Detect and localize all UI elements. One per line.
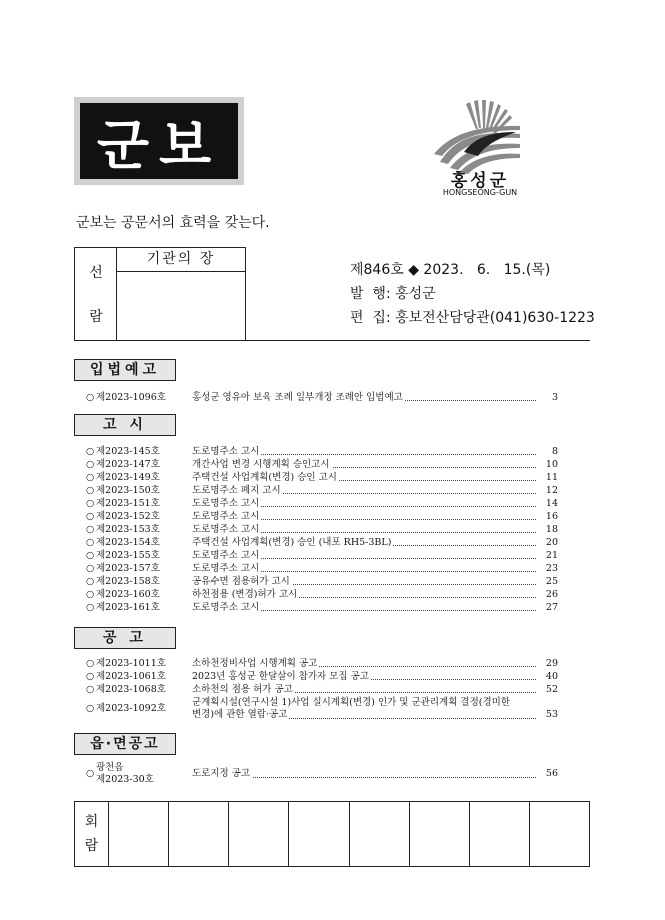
toc-row[interactable]: [86, 471, 558, 484]
entry-title: 하천점용 (변경)허가 고시: [192, 589, 298, 600]
toc-row[interactable]: [86, 588, 558, 601]
notice-number: 제2023-154호: [96, 537, 160, 548]
circulation-label: [75, 248, 117, 340]
masthead: [74, 97, 244, 185]
notice-number: 제2023-161호: [96, 602, 160, 613]
notice-number: 제2023-1096호: [96, 392, 166, 403]
bullet: ○: [86, 498, 95, 509]
legal-notice: 군보는 공문서의 효력을 갖는다.: [76, 215, 270, 231]
page-number: 40: [545, 671, 558, 682]
masthead-title: 군보: [80, 103, 238, 179]
page-number: 25: [545, 576, 558, 587]
entry-title: 도로명주소 고시: [192, 524, 260, 535]
entry-title: 도로명주소 고시: [192, 602, 260, 613]
review-label-top: 회: [84, 814, 99, 830]
toc-row[interactable]: [86, 536, 558, 549]
circulation-header: 기관의 장: [117, 248, 245, 272]
toc-row[interactable]: [86, 391, 558, 404]
circulation-box: [74, 247, 246, 341]
entry-title: 도로명주소 고시: [192, 498, 260, 509]
entry-title: 2023년 홍성군 한달살이 참가자 모집 공고: [192, 671, 369, 682]
notice-number: 제2023-155호: [96, 550, 160, 561]
page-number: 12: [545, 485, 558, 496]
bullet: ○: [86, 602, 95, 613]
toc-row[interactable]: [86, 562, 558, 575]
entry-title: 개간사업 변경 시행계획 승인고시: [192, 459, 330, 470]
bullet: ○: [86, 576, 95, 587]
entry-title: 주택건설 사업계획(변경) 승인 고시: [192, 472, 337, 483]
notice-number: 제2023-158호: [96, 576, 160, 587]
bullet: ○: [86, 550, 95, 561]
toc-row[interactable]: [86, 657, 558, 670]
toc-row[interactable]: [86, 549, 558, 562]
bullet: ○: [86, 446, 95, 457]
notice-number: 제2023-160호: [96, 589, 160, 600]
notice-number: 제2023-153호: [96, 524, 160, 535]
entry-title-line1: 군계획시설(연구시설 1)사업 실시계획(변경) 인가 및 군관리계획 결정(경미한: [192, 697, 511, 708]
notice-number: 제2023-147호: [96, 459, 160, 470]
toc-row[interactable]: [86, 762, 558, 793]
bullet: ○: [86, 671, 95, 682]
notice-number: 제2023-1011호: [96, 658, 166, 669]
section-heading-notices: 고 시: [74, 414, 176, 436]
page-number: 56: [545, 768, 558, 779]
review-signature-cell[interactable]: [229, 802, 289, 866]
entry-title: 홍성군 영유아 보육 조례 일부개정 조례안 입법예고: [192, 392, 403, 403]
review-signature-cell[interactable]: [530, 802, 589, 866]
header-divider: [74, 340, 590, 341]
page-number: 11: [545, 472, 558, 483]
bullet: ○: [86, 563, 95, 574]
notice-number: 제2023-1068호: [96, 684, 166, 695]
page-number: 18: [545, 524, 558, 535]
notice-number: 제2023-1061호: [96, 671, 166, 682]
logo-name-ko: 홍성군: [450, 171, 510, 191]
entry-title: 도로명주소 고시: [192, 550, 260, 561]
toc-row[interactable]: [86, 458, 558, 471]
review-signature-cell[interactable]: [410, 802, 470, 866]
town-name: 광천읍: [96, 762, 124, 773]
notice-number: 제2023-149호: [96, 472, 160, 483]
review-signature-cell[interactable]: [470, 802, 530, 866]
review-label: [75, 802, 109, 866]
toc-row[interactable]: [86, 601, 558, 614]
notice-number: 제2023-150호: [96, 485, 160, 496]
bullet: ○: [86, 472, 95, 483]
section-heading-announcements: 공 고: [74, 627, 176, 649]
page-number: 16: [545, 511, 558, 522]
issue-number-date: 제846호 ◆ 2023. 6. 15.(목): [350, 262, 551, 278]
page-number: 26: [545, 589, 558, 600]
entry-title: 주택건설 사업계획(변경) 승인 (내포 RH5-3BL): [192, 537, 392, 548]
notice-number: 제2023-145호: [96, 446, 160, 457]
notice-number: 제2023-1092호: [96, 703, 166, 714]
entry-title: 도로명주소 고시: [192, 446, 260, 457]
bullet: ○: [86, 524, 95, 535]
page-number: 53: [545, 709, 558, 720]
bullet: ○: [86, 684, 95, 695]
circulation-label-bottom: 람: [89, 309, 103, 325]
bullet: ○: [86, 537, 95, 548]
toc-row[interactable]: [86, 523, 558, 536]
toc-row[interactable]: [86, 697, 558, 721]
review-signature-cell[interactable]: [289, 802, 349, 866]
page-number: 27: [545, 602, 558, 613]
toc-row[interactable]: [86, 683, 558, 696]
toc-row[interactable]: [86, 484, 558, 497]
toc-row[interactable]: [86, 575, 558, 588]
bullet: ○: [86, 658, 95, 669]
entry-title-line2: 변경)에 관한 열람·공고: [192, 709, 288, 720]
notice-number: 제2023-157호: [96, 563, 160, 574]
page-number: 20: [545, 537, 558, 548]
toc-row[interactable]: [86, 670, 558, 683]
entry-title: 도로명주소 고시: [192, 511, 260, 522]
review-label-bottom: 람: [84, 838, 99, 854]
issue-publisher: 발 행: 홍성군: [350, 286, 436, 302]
toc-row[interactable]: [86, 445, 558, 458]
page-number: 14: [545, 498, 558, 509]
bullet: ○: [86, 392, 95, 403]
bullet: ○: [86, 485, 95, 496]
page-number: 8: [551, 446, 558, 457]
entry-title: 도로명주소 폐지 고시: [192, 485, 281, 496]
page-number: 10: [545, 459, 558, 470]
bullet: ○: [86, 459, 95, 470]
entry-title: 소하천의 점용 허가 공고: [192, 684, 293, 695]
toc-row[interactable]: [86, 510, 558, 523]
page-number: 52: [545, 684, 558, 695]
bullet: ○: [86, 589, 95, 600]
review-signature-cell[interactable]: [169, 802, 229, 866]
entry-title: 공유수면 점용허가 고시: [192, 576, 290, 587]
section-heading-legislation: 입법예고: [74, 359, 176, 381]
circulation-label-top: 선: [89, 265, 103, 281]
logo-name-en: HONGSEONG-GUN: [442, 188, 518, 197]
bullet: ○: [86, 511, 95, 522]
toc-row[interactable]: [86, 497, 558, 510]
entry-title: 도로지정 공고: [192, 768, 251, 779]
entry-title: 도로명주소 고시: [192, 563, 260, 574]
notice-number: 제2023-152호: [96, 511, 160, 522]
issue-editor: 편 집: 홍보전산담당관(041)630-1223: [350, 310, 595, 326]
entry-title: 소하천정비사업 시행계획 공고: [192, 658, 318, 669]
review-signature-cell[interactable]: [109, 802, 169, 866]
review-box: [74, 801, 590, 867]
page-number: 21: [545, 550, 558, 561]
page-number: 23: [545, 563, 558, 574]
notice-number: 제2023-151호: [96, 498, 160, 509]
page-number: 3: [551, 392, 558, 403]
review-signature-cell[interactable]: [350, 802, 410, 866]
bullet: ○: [86, 703, 95, 714]
notice-number: 제2023-30호: [96, 774, 154, 785]
bullet: ○: [86, 768, 95, 779]
section-heading-town: 읍·면공고: [74, 733, 176, 755]
page-number: 29: [545, 658, 558, 669]
